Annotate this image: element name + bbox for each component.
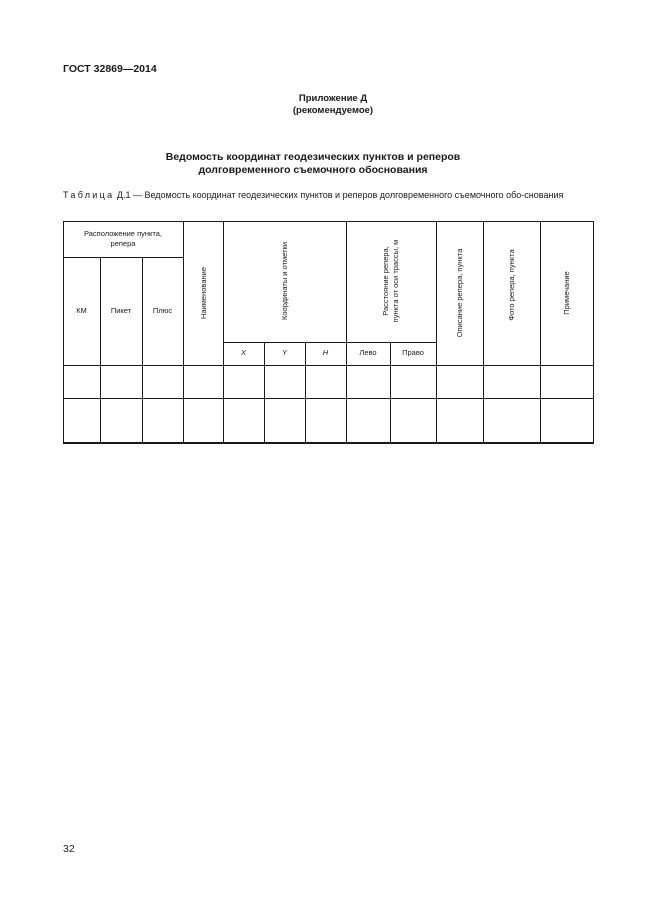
document-id: ГОСТ 32869—2014 bbox=[63, 63, 157, 75]
header-left: Лево bbox=[359, 348, 377, 357]
table-caption-prefix: Таблица bbox=[63, 190, 115, 200]
table-caption bbox=[63, 189, 598, 201]
table-row bbox=[63, 398, 594, 442]
header-location-line2: репера bbox=[110, 239, 136, 248]
header-h: H bbox=[322, 348, 329, 357]
header-y: Y bbox=[281, 348, 287, 357]
header-location-line1: Расположение пункта, bbox=[84, 229, 162, 238]
header-plus: Плюс bbox=[152, 306, 173, 315]
header-distance-line2: пункта от оси трассы, м bbox=[391, 239, 400, 323]
header-name: Наименование bbox=[199, 267, 208, 319]
header-picket: Пикет bbox=[110, 306, 132, 315]
main-title-line1: Ведомость координат геодезических пунктов и реперов bbox=[165, 151, 461, 163]
table-caption-text: Д.1 — Ведомость координат геодезических пунктов и реперов долговременного съемочного обо-сновaния bbox=[114, 190, 564, 200]
header-distance-line1: Расстояние репера, bbox=[381, 246, 390, 316]
annex-title: Приложение Д bbox=[298, 93, 368, 104]
header-coordinates: Координаты и отметки bbox=[280, 241, 289, 321]
table-row bbox=[63, 365, 594, 398]
header-km: КМ bbox=[76, 306, 87, 315]
header-distance bbox=[381, 240, 401, 323]
main-title-line2: долговременного съемочного обоснования bbox=[198, 164, 428, 176]
header-x: X bbox=[240, 348, 246, 357]
header-notes: Примечание bbox=[562, 271, 571, 315]
header-photo: Фото репера, пункта bbox=[507, 249, 516, 321]
page-number: 32 bbox=[63, 843, 75, 855]
header-description: Описание репера, пункта bbox=[455, 248, 464, 338]
header-right: Право bbox=[402, 348, 424, 357]
header-location-group bbox=[63, 229, 183, 249]
coordinates-table bbox=[63, 221, 594, 443]
annex-subtitle: (рекомендуемое) bbox=[292, 105, 374, 116]
